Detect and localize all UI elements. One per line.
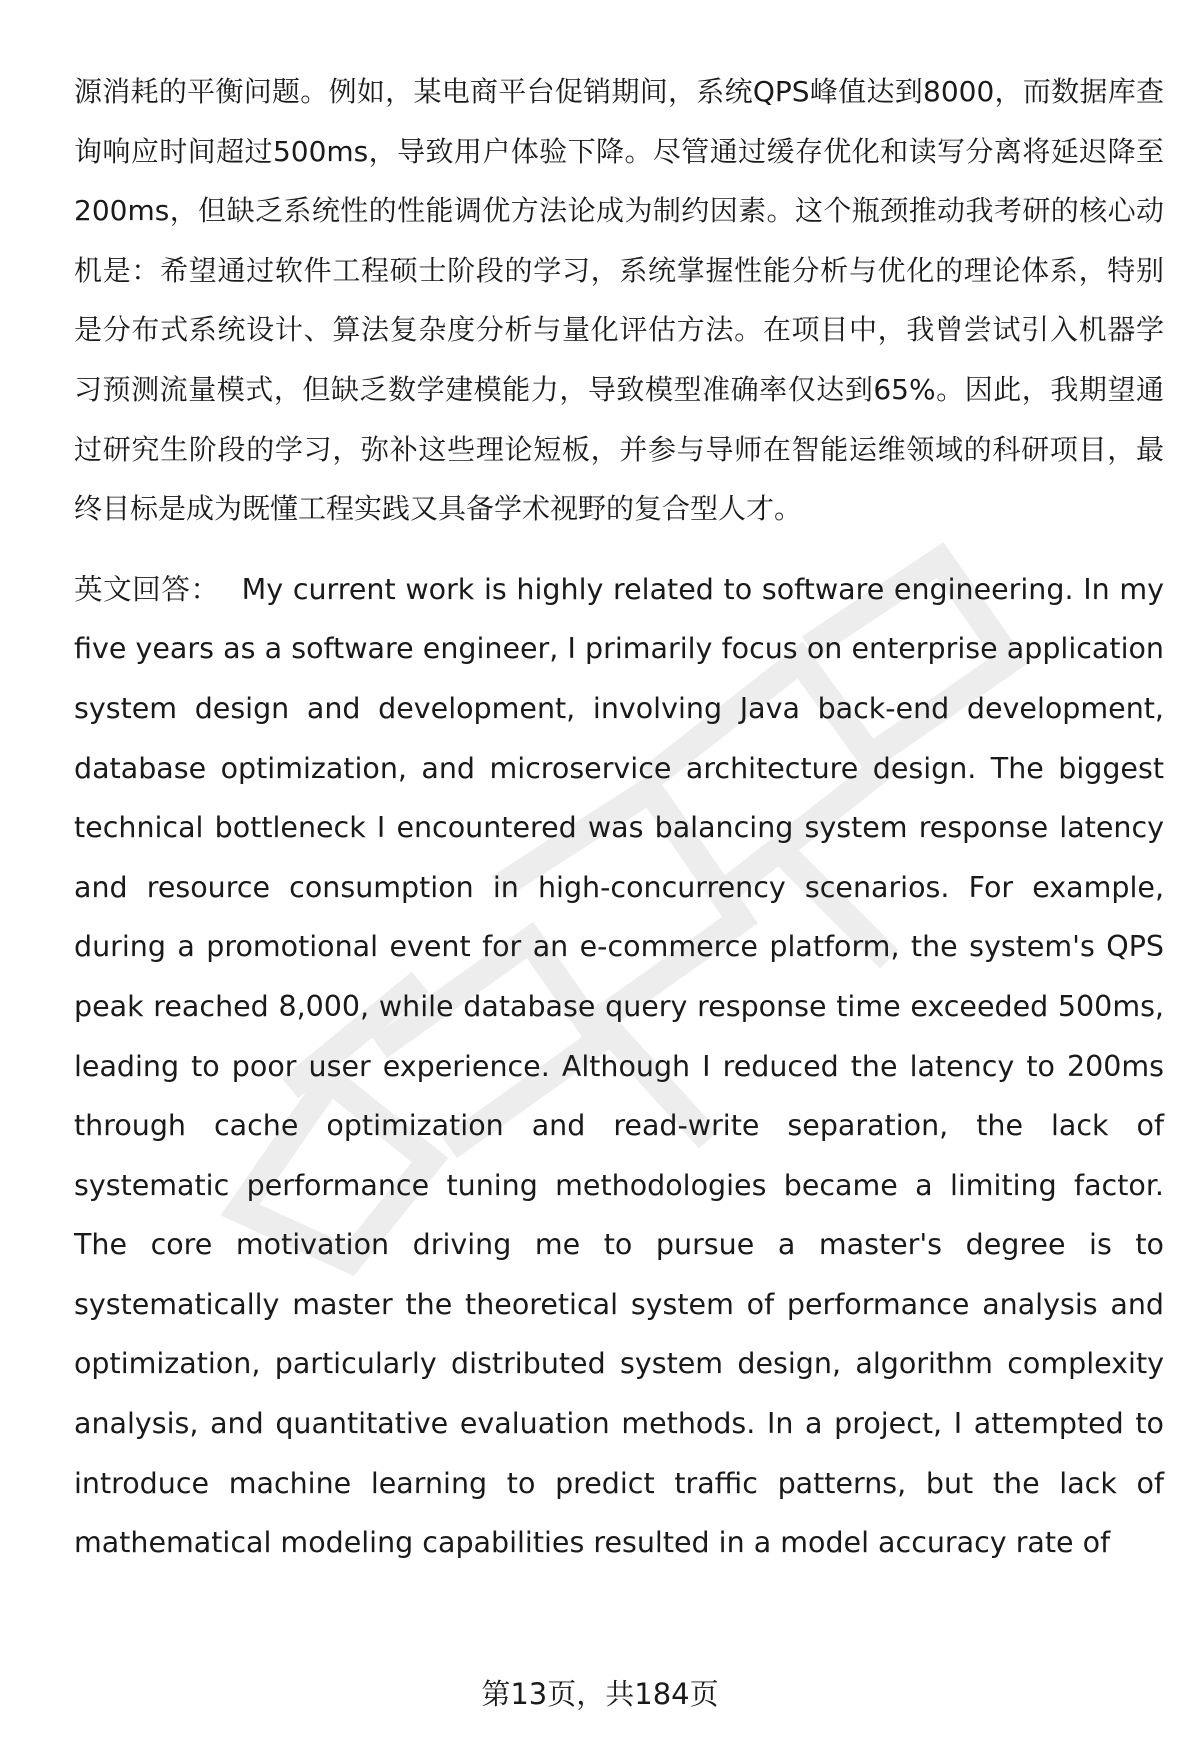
english-answer-paragraph bbox=[74, 560, 1164, 1573]
page-number: 第13页，共184页 bbox=[481, 1677, 719, 1711]
english-answer-label: 英文回答： bbox=[74, 572, 220, 606]
document-body bbox=[74, 62, 1164, 1573]
english-answer-text: My current work is highly related to software engineering. In my five years as a software engineer, I primarily focus on enterprise application system design and development, involving Java back-end development, database optimization, and microservice architecture design. The biggest technical bottleneck I encountered was balancing system response latency and resource consumption in high-concurrency scenarios. For example, during a promotional event for an e-commerce platform, the system's QPS peak reached 8,000, while database query response time exceeded 500ms, leading to poor user experience. Although I reduced the latency to 200ms through cache optimization and read-write separation, the lack of systematic performance tuning methodologies became a limiting factor. The core motivation driving me to pursue a master's degree is to systematically master the theoretical system of performance analysis and optimization, particularly distributed system design, algorithm complexity analysis, and quantitative evaluation methods. In a project, I attempted to introduce machine learning to predict traffic patterns, but the lack of mathematical modeling capabilities resulted in a model accuracy rate of bbox=[74, 572, 1164, 1560]
chinese-paragraph: 源消耗的平衡问题。例如，某电商平台促销期间，系统QPS峰值达到8000，而数据库查询响应时间超过500ms，导致用户体验下降。尽管通过缓存优化和读写分离将延迟降至200ms，但缺乏系统性的性能调优方法论成为制约因素。这个瓶颈推动我考研的核心动机是：希望通过软件工程硕士阶段的学习，系统掌握性能分析与优化的理论体系，特别是分布式系统设计、算法复杂度分析与量化评估方法。在项目中，我曾尝试引入机器学习预测流量模式，但缺乏数学建模能力，导致模型准确率仅达到65%。因此，我期望通过研究生阶段的学习，弥补这些理论短板，并参与导师在智能运维领域的科研项目，最终目标是成为既懂工程实践又具备学术视野的复合型人才。 bbox=[74, 75, 1164, 526]
